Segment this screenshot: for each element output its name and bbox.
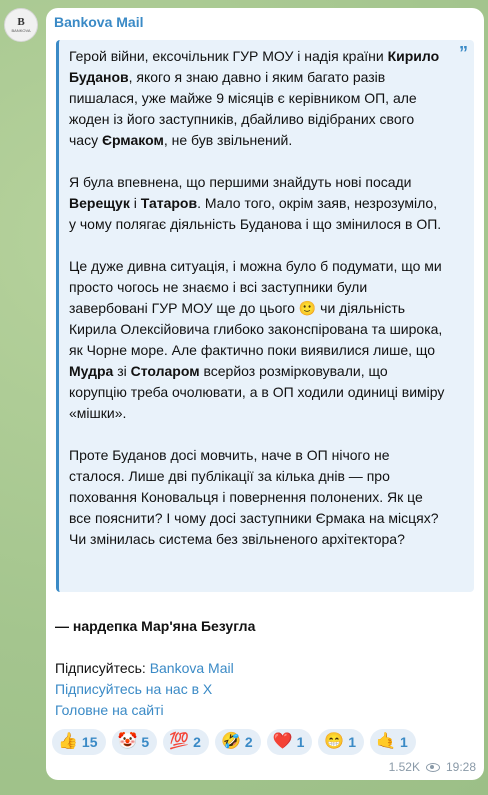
reaction-count: 1 xyxy=(348,734,357,750)
quote-icon: ” xyxy=(459,43,468,63)
quote-paragraph-3 xyxy=(69,256,446,424)
eye-icon xyxy=(426,763,440,772)
reaction-count: 15 xyxy=(81,734,98,750)
text-segment: Це дуже дивна ситуація, і можна було б подумати, що ми просто чогось не знаємо і всі заступники були завербовані ГУР МОУ ще до цього 🙂 чи діяльність Кирила Олексійовича глибоко законспірована та широка, як Чорне море. Але фактично поки виявилися лише, що xyxy=(69,258,443,358)
channel-avatar[interactable] xyxy=(4,8,38,42)
heart-icon: ❤️ xyxy=(272,733,293,750)
reaction-button[interactable] xyxy=(163,729,209,755)
thumbs-up-icon: 👍 xyxy=(58,733,78,750)
hundred-icon: 💯 xyxy=(169,733,190,750)
reaction-button[interactable] xyxy=(112,729,158,755)
quote-author: — нардепка Мар'яна Безугла xyxy=(55,618,256,634)
rofl-icon: 🤣 xyxy=(220,733,241,750)
reaction-count: 1 xyxy=(296,734,305,750)
subscribe-x-link[interactable]: Підписуйтесь на нас в X xyxy=(55,681,213,697)
message-time: 19:28 xyxy=(445,760,476,774)
message-meta xyxy=(389,760,476,774)
message-bubble xyxy=(46,8,484,780)
quote-paragraph-4 xyxy=(69,445,446,550)
text-segment: і xyxy=(129,195,141,211)
subscribe-channel-link[interactable]: Bankova Mail xyxy=(149,660,234,676)
reaction-count: 5 xyxy=(141,734,150,750)
text-segment: , не був звільнений. xyxy=(163,132,293,148)
bold-name: Верещук xyxy=(69,195,130,211)
clown-icon: 🤡 xyxy=(117,733,138,750)
text-segment: Я була впевнена, що першими знайдуть нові посади xyxy=(69,174,412,190)
channel-name[interactable]: Bankova Mail xyxy=(54,14,144,30)
bold-name: Мудра xyxy=(69,363,114,379)
reaction-count: 2 xyxy=(193,734,201,750)
avatar-letter: B xyxy=(17,16,25,28)
quote-paragraph-2 xyxy=(69,172,446,235)
reaction-button[interactable] xyxy=(370,729,416,755)
text-segment: . Мало того, окрім заяв, незрозуміло, у чому полягає діяльність Буданова і що змінилося в ОП. xyxy=(69,195,442,232)
reactions-bar xyxy=(52,729,416,755)
text-segment: всерйоз розмірковували, що корупцію треба очолювати, а в ОП ходили одиниці виміру «мішки». xyxy=(69,363,445,421)
bold-name: Єрмаком xyxy=(101,132,164,148)
views-count: 1.52K xyxy=(388,760,420,774)
reaction-count: 2 xyxy=(244,734,253,750)
subscribe-line xyxy=(55,658,234,679)
reaction-button[interactable] xyxy=(215,729,261,755)
text-segment: Герой війни, ексочільник ГУР МОУ і надія країни xyxy=(69,48,388,64)
text-segment: Проте Буданов досі мовчить, наче в ОП нічого не сталося. Лише дві публікації за кілька днів — про поховання Коновальця і повернення полонених. Як це все пояснити? І чому досі заступники Єрмака на місцях? Чи змінилась система без звільненого архітектора? xyxy=(69,447,439,547)
bold-name: Кирило Буданов xyxy=(69,48,440,85)
reaction-button[interactable] xyxy=(52,729,106,755)
message-quote xyxy=(56,40,474,592)
avatar-caption: BANKOVA xyxy=(11,28,31,33)
bold-name: Столаром xyxy=(130,363,200,379)
text-segment: зі xyxy=(113,363,131,379)
grin-icon: 😁 xyxy=(324,733,345,750)
bold-name: Татаров xyxy=(140,195,198,211)
text-segment: , якого я знаю давно і яким багато разів пишалася, уже майже 9 місяців є керівником ОП, але жоден із його заступників, дбайливо відібраних свого часу xyxy=(69,69,417,148)
call-me-icon: 🤙 xyxy=(376,733,397,750)
site-link[interactable]: Головне на сайті xyxy=(55,702,164,718)
reaction-count: 1 xyxy=(400,734,408,750)
reaction-button[interactable] xyxy=(267,729,313,755)
quote-paragraph-1 xyxy=(69,46,446,151)
reaction-button[interactable] xyxy=(318,729,364,755)
subscribe-prefix: Підписуйтесь: xyxy=(55,660,150,676)
